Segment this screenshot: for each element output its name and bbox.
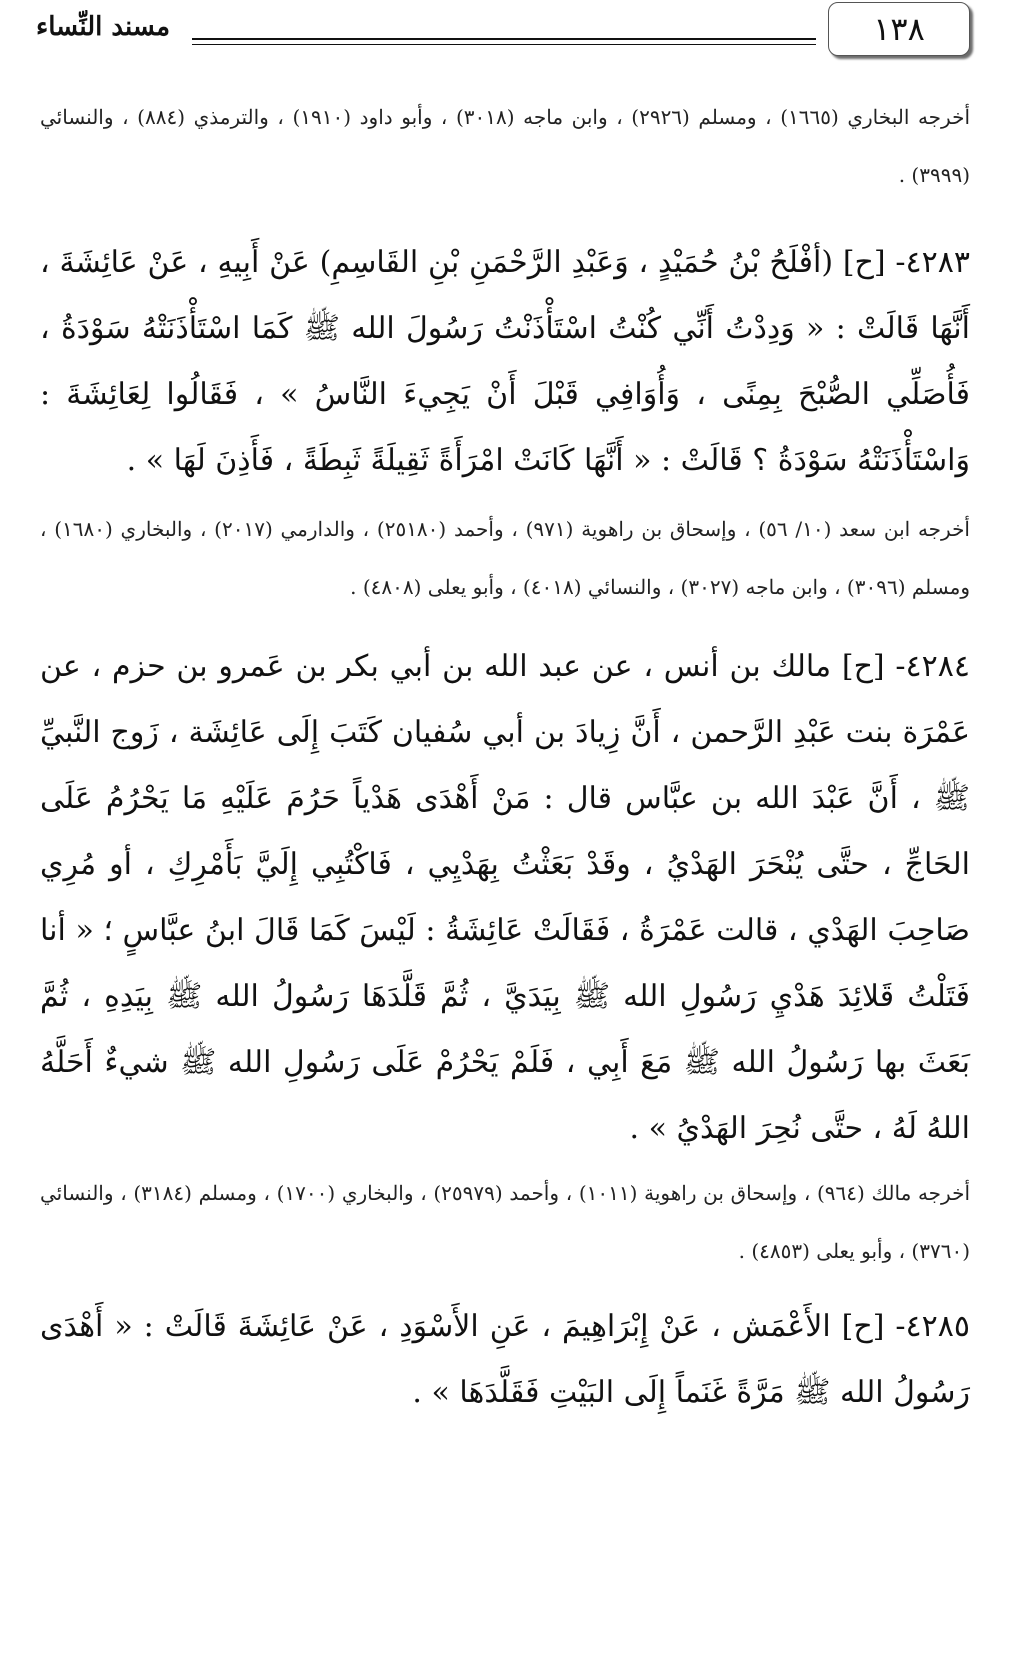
header-rule (192, 38, 816, 40)
hadith-4284: ٤٢٨٤- [ح] مالك بن أنس ، عن عبد الله بن أبي بكر بن عَمرو بن حزم ، عن عَمْرَة بنت عَبْدِ الرَّحمن ، أَنَّ زِيادَ بن أبي سُفيان كَتَبَ إِلَى عَائِشَة ، زَوج النَّبيِّ ﷺ ، أَنَّ عَبْدَ الله بن عبَّاس قال : مَنْ أَهْدَى هَدْياً حَرُمَ عَلَيْهِ مَا يَحْرُمُ عَلَى الحَاجِّ ، حتَّى يُنْحَرَ الهَدْيُ ، وقَدْ بَعَثْتُ بِهَدْيِي ، فَاكْتُبِي إِلَيَّ بَأَمْرِكِ ، أو مُرِي صَاحِبَ الهَدْي ، قالت عَمْرَةُ ، فَقَالَتْ عَائِشَةُ : لَيْسَ كَمَا قَالَ ابنُ عبَّاسٍ ؛ « أنا فَتَلْتُ قَلائِدَ هَدْيِ رَسُولِ الله ﷺ بِيَدَيَّ ، ثُمَّ قَلَّدَهَا رَسُولُ الله ﷺ بِيَدِهِ ، ثُمَّ بَعَثَ بها رَسُولُ الله ﷺ مَعَ أَبِي ، فَلَمْ يَحْرُمْ عَلَى رَسُولِ الله ﷺ شيءٌ أَحَلَّهُ اللهُ لَهُ ، حتَّى نُحِرَ الهَدْيُ » . (40, 649, 970, 1146)
hadith-4283: ٤٢٨٣- [ح] (أفْلَحُ بْنُ حُمَيْدٍ ، وَعَبْدِ الرَّحْمَنِ بْنِ القَاسِمِ) عَنْ أَبِيهِ ، عَنْ عَائِشَةَ ، أَنَّهَا قَالَتْ : « وَدِدْتُ أَنِّي كُنْتُ اسْتَأْذَنْتُ رَسُولَ الله ﷺ كَمَا اسْتَأْذَنَتْهُ سَوْدَةُ ، فَأُصَلِّي الصُّبْحَ بِمِنًى ، وَأُوَافِي قَبْلَ أَنْ يَجِيءَ النَّاسُ » ، فَقَالُوا لِعَائِشَةَ : وَاسْتَأْذَنَتْهُ سَوْدَةُ ؟ قَالَتْ : « أَنَّهَا كَانَتْ امْرَأَةً ثَقِيلَةً ثَبِطَةً ، فَأَذِنَ لَهَا » . (40, 245, 971, 478)
page-number: ١٣٨ (828, 2, 970, 56)
hadith-4285: ٤٢٨٥- [ح] الأَعْمَش ، عَنْ إِبْرَاهِيمَ ، عَنِ الأَسْوَدِ ، عَنْ عَائِشَةَ قَالَتْ : « أَهْدَى رَسُولُ الله ﷺ مَرَّةً غَنَماً إِلَى البَيْتِ فَقَلَّدَهَا » . (40, 1309, 970, 1410)
page-content (40, 88, 970, 1426)
header-rule-thin (192, 44, 816, 45)
running-title: مسند النِّساء (36, 12, 170, 42)
footnote-takhrij: أخرجه البخاري (١٦٦٥) ، ومسلم (٢٩٢٦) ، وابن ماجه (٣٠١٨) ، وأبو داود (١٩١٠) ، والترمذي (٨٨٤) ، والنسائي (٣٩٩٩) . (40, 105, 971, 187)
page-header (0, 0, 1010, 70)
footnote-4284: أخرجه مالك (٩٦٤) ، وإسحاق بن راهوية (١٠١١) ، وأحمد (٢٥٩٧٩) ، والبخاري (١٧٠٠) ، ومسلم (٣١٨٤) ، والنسائي (٣٧٦٠) ، وأبو يعلى (٤٨٥٣) . (40, 1181, 971, 1263)
footnote-4283: أخرجه ابن سعد (١٠/ ٥٦) ، وإسحاق بن راهوية (٩٧١) ، وأحمد (٢٥١٨٠) ، والدارمي (٢٠١٧) ، والبخاري (١٦٨٠) ، ومسلم (٣٠٩٦) ، وابن ماجه (٣٠٢٧) ، والنسائي (٤٠١٨) ، وأبو يعلى (٤٨٠٨) . (40, 517, 970, 599)
